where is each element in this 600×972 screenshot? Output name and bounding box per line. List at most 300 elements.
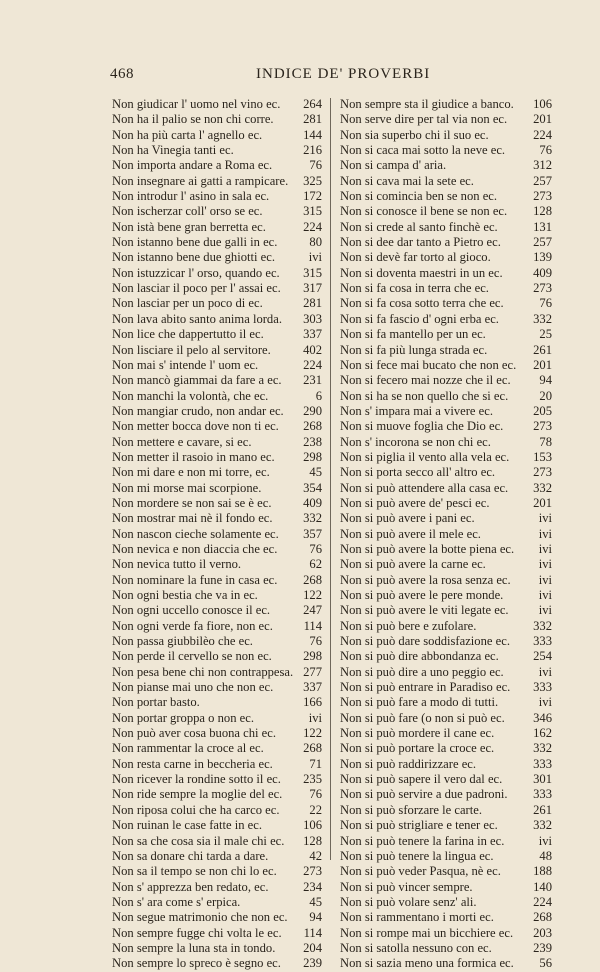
page-reference: 204 <box>303 940 322 955</box>
page-reference: 78 <box>539 434 552 449</box>
page-number: 468 <box>110 66 134 82</box>
index-entry <box>112 849 322 864</box>
proverb-text: Non si può portare la croce ec. <box>340 741 495 756</box>
index-entry <box>112 481 322 496</box>
proverb-text: Non s' impara mai a vivere ec. <box>340 403 493 418</box>
proverb-text: Non si può avere la rosa senza ec. <box>340 572 511 587</box>
index-entry <box>340 542 552 557</box>
proverb-text: Non pianse mai uno che non ec. <box>112 680 274 695</box>
proverb-text: Non si piglia il vento alla vela ec. <box>340 449 510 464</box>
proverb-text: Non si può avere i pani ec. <box>340 511 475 526</box>
proverb-text: Non si comincia ben se non ec. <box>340 189 498 204</box>
index-entry <box>112 818 322 833</box>
index-entry <box>340 435 552 450</box>
page-reference: ivi <box>538 833 552 848</box>
proverb-text: Non si può avere il mele ec. <box>340 526 481 541</box>
page-reference: ivi <box>538 511 552 526</box>
left-column <box>112 97 322 972</box>
proverb-text: Non introdur l' asino in sala ec. <box>112 189 270 204</box>
index-entry <box>112 649 322 664</box>
proverb-text: Non metter bocca dove non ti ec. <box>112 419 279 434</box>
page-reference: 268 <box>533 910 552 925</box>
proverb-text: Non mostrar mai nè il fondo ec. <box>112 511 273 526</box>
index-entry <box>340 250 552 265</box>
proverb-text: Non si campa d' aria. <box>340 158 447 173</box>
page-reference: 153 <box>533 449 552 464</box>
page-reference: 205 <box>533 403 552 418</box>
proverb-text: Non si devè far torto al gioco. <box>340 250 491 265</box>
index-entry <box>340 527 552 542</box>
index-entry <box>340 956 552 971</box>
proverb-text: Non ha il palio se non chi corre. <box>112 112 274 127</box>
page-reference: 354 <box>303 480 322 495</box>
page-reference: 298 <box>303 649 322 664</box>
index-entry <box>340 312 552 327</box>
index-entry <box>340 450 552 465</box>
index-entry <box>112 373 322 388</box>
index-entry <box>340 864 552 879</box>
proverb-text: Non ogni verde fa fiore, non ec. <box>112 618 273 633</box>
page-header <box>110 66 520 88</box>
proverb-text: Non metter il rasoio in mano ec. <box>112 449 275 464</box>
proverb-text: Non si può avere de' pesci ec. <box>340 495 490 510</box>
page-reference: 298 <box>303 449 322 464</box>
page-reference: 224 <box>303 219 322 234</box>
proverb-text: Non si può raddirizzare ec. <box>340 756 477 771</box>
index-entry <box>340 880 552 895</box>
index-entry <box>112 573 322 588</box>
index-entry <box>340 389 552 404</box>
index-entry <box>112 527 322 542</box>
proverb-text: Non riposa colui che ha carco ec. <box>112 802 280 817</box>
index-entry <box>340 511 552 526</box>
index-entry <box>340 143 552 158</box>
index-entry <box>112 312 322 327</box>
index-entry <box>340 97 552 112</box>
page-reference: ivi <box>308 710 322 725</box>
page-reference: 238 <box>303 434 322 449</box>
proverb-text: Non si può dare soddisfazione ec. <box>340 634 510 649</box>
proverb-text: Non si sazia meno una formica ec. <box>340 956 514 971</box>
index-entry <box>340 266 552 281</box>
index-entry <box>340 588 552 603</box>
index-entry <box>340 695 552 710</box>
index-entry <box>112 787 322 802</box>
index-entry <box>112 680 322 695</box>
proverb-text: Non si cava mai la sete ec. <box>340 173 474 188</box>
page-reference: 409 <box>533 265 552 280</box>
index-entry <box>340 711 552 726</box>
index-entry <box>112 220 322 235</box>
index-entry <box>340 404 552 419</box>
page-reference: 201 <box>533 357 552 372</box>
proverb-text: Non sempre fugge chi volta le ec. <box>112 925 282 940</box>
page-reference: 317 <box>303 281 322 296</box>
proverb-text: Non s' incorona se non chi ec. <box>340 434 491 449</box>
proverb-text: Non ha Vinegia tanti ec. <box>112 143 234 158</box>
page-reference: 332 <box>533 818 552 833</box>
index-entry <box>112 741 322 756</box>
proverb-text: Non istà bene gran berretta ec. <box>112 219 266 234</box>
index-entry <box>112 711 322 726</box>
page-reference: 76 <box>309 787 322 802</box>
page-reference: 281 <box>303 112 322 127</box>
page-reference: 231 <box>303 373 322 388</box>
proverb-text: Non si conosce il bene se non ec. <box>340 204 508 219</box>
page-reference: ivi <box>538 526 552 541</box>
index-entry <box>112 419 322 434</box>
proverb-text: Non mi morse mai scorpione. <box>112 480 262 495</box>
proverb-text: Non rammentar la croce al ec. <box>112 741 264 756</box>
index-entry <box>112 435 322 450</box>
proverb-text: Non si può vincer sempre. <box>340 879 473 894</box>
index-entry <box>112 772 322 787</box>
page-reference: 268 <box>303 419 322 434</box>
index-entry <box>340 573 552 588</box>
page-reference: 139 <box>533 250 552 265</box>
proverb-text: Non lasciar il poco per l' assai ec. <box>112 281 281 296</box>
index-entry <box>112 895 322 910</box>
page-reference: 357 <box>303 526 322 541</box>
index-entry <box>340 772 552 787</box>
proverb-text: Non s' ara come s' erpica. <box>112 894 241 909</box>
index-entry <box>340 726 552 741</box>
page-reference: 45 <box>309 894 322 909</box>
index-entry <box>112 803 322 818</box>
index-entry <box>112 266 322 281</box>
index-entry <box>340 649 552 664</box>
page-reference: ivi <box>538 695 552 710</box>
proverb-text: Non si può fare (o non si può ec. <box>340 710 505 725</box>
page-reference: 239 <box>303 956 322 971</box>
index-entry <box>112 128 322 143</box>
proverb-text: Non si può strigliare e tener ec. <box>340 818 498 833</box>
index-entry <box>112 941 322 956</box>
page-reference: 172 <box>303 189 322 204</box>
proverb-text: Non si satolla nessuno con ec. <box>340 940 492 955</box>
proverb-text: Non insegnare ai gatti a rampicare. <box>112 173 289 188</box>
page-reference: 264 <box>303 97 322 111</box>
page-reference: 144 <box>303 127 322 142</box>
index-entry <box>340 373 552 388</box>
proverb-text: Non ruinan le case fatte in ec. <box>112 818 263 833</box>
page-reference: 257 <box>533 235 552 250</box>
index-entry <box>340 343 552 358</box>
page-reference: ivi <box>538 541 552 556</box>
page-reference: 332 <box>533 311 552 326</box>
page-reference: 257 <box>533 173 552 188</box>
page-reference: 216 <box>303 143 322 158</box>
proverb-text: Non nevica e non diaccia che ec. <box>112 541 278 556</box>
index-entry <box>340 757 552 772</box>
proverb-text: Non si fecero mai nozze che il ec. <box>340 373 511 388</box>
index-entry <box>112 557 322 572</box>
index-entry <box>340 235 552 250</box>
proverb-text: Non si dee dar tanto a Pietro ec. <box>340 235 501 250</box>
page-reference: 224 <box>533 894 552 909</box>
page-reference: 20 <box>539 388 552 403</box>
page-reference: 273 <box>533 419 552 434</box>
page-reference: 254 <box>533 649 552 664</box>
proverb-text: Non ricever la rondine sotto il ec. <box>112 772 281 787</box>
index-entry <box>112 235 322 250</box>
page-reference: 106 <box>533 97 552 111</box>
proverb-text: Non ischerzar coll' orso se ec. <box>112 204 263 219</box>
proverb-text: Non resta carne in beccheria ec. <box>112 756 273 771</box>
proverb-text: Non sempre lo spreco è segno ec. <box>112 956 281 971</box>
proverb-text: Non si fa più lunga strada ec. <box>340 342 488 357</box>
page-reference: 114 <box>303 618 322 633</box>
page-reference: 332 <box>533 618 552 633</box>
proverb-text: Non mettere e cavare, si ec. <box>112 434 252 449</box>
proverb-text: Non si può mordere il cane ec. <box>340 726 495 741</box>
page-reference: 333 <box>533 756 552 771</box>
proverb-text: Non lice che dappertutto il ec. <box>112 327 264 342</box>
proverb-text: Non si doventa maestri in un ec. <box>340 265 503 280</box>
index-entry <box>112 281 322 296</box>
proverb-text: Non si fece mai bucato che non ec. <box>340 357 517 372</box>
page-reference: 325 <box>303 173 322 188</box>
index-entry <box>112 603 322 618</box>
proverb-text: Non si può tenere la farina in ec. <box>340 833 505 848</box>
page-reference: 76 <box>309 158 322 173</box>
proverb-text: Non si può sforzare le carte. <box>340 802 482 817</box>
index-entry <box>340 926 552 941</box>
index-entry <box>112 112 322 127</box>
page-reference: ivi <box>538 603 552 618</box>
page-reference: 268 <box>303 741 322 756</box>
index-entry <box>112 189 322 204</box>
proverb-text: Non nominare la fune in casa ec. <box>112 572 278 587</box>
page-reference: 94 <box>309 910 322 925</box>
page-reference: 201 <box>533 495 552 510</box>
page-reference: 76 <box>539 143 552 158</box>
page-reference: 94 <box>539 373 552 388</box>
index-entry <box>112 143 322 158</box>
index-entry <box>112 834 322 849</box>
proverb-text: Non mi dare e non mi torre, ec. <box>112 465 270 480</box>
page-reference: ivi <box>538 572 552 587</box>
proverb-text: Non si fa cosa in terra che ec. <box>340 281 489 296</box>
page-reference: 114 <box>303 925 322 940</box>
page-reference: 80 <box>309 235 322 250</box>
page-reference: 273 <box>533 281 552 296</box>
index-entry <box>112 542 322 557</box>
index-entry <box>112 665 322 680</box>
index-entry <box>340 741 552 756</box>
page-reference: 122 <box>303 588 322 602</box>
page-reference: 122 <box>303 726 322 741</box>
page-reference: 281 <box>303 296 322 311</box>
proverb-text: Non serve dire per tal via non ec. <box>340 112 508 127</box>
page-reference: 333 <box>533 787 552 802</box>
page-reference: 312 <box>533 158 552 173</box>
page-reference: 62 <box>309 557 322 572</box>
proverb-text: Non ogni uccello conosce il ec. <box>112 603 271 618</box>
proverb-text: Non si può dire a uno peggio ec. <box>340 664 504 679</box>
index-entry <box>112 158 322 173</box>
proverb-text: Non s' apprezza ben redato, ec. <box>112 879 269 894</box>
page-reference: 273 <box>303 864 322 879</box>
proverb-text: Non si può avere le viti legate ec. <box>340 603 509 618</box>
index-entry <box>112 695 322 710</box>
index-entry <box>112 880 322 895</box>
proverb-text: Non portar groppa o non ec. <box>112 710 254 725</box>
proverb-text: Non ha più carta l' agnello ec. <box>112 127 263 142</box>
index-entry <box>340 174 552 189</box>
index-entry <box>112 926 322 941</box>
proverb-text: Non si rammentano i morti ec. <box>340 910 494 925</box>
page-reference: 315 <box>303 265 322 280</box>
proverb-text: Non pesa bene chi non contrappesa. <box>112 664 294 679</box>
index-entry <box>112 634 322 649</box>
proverb-text: Non si crede al santo finchè ec. <box>340 219 498 234</box>
proverb-text: Non ogni bestia che va in ec. <box>112 588 258 602</box>
proverb-text: Non si fa mantello per un ec. <box>340 327 486 342</box>
page-reference: 188 <box>533 864 552 879</box>
index-entry <box>340 158 552 173</box>
proverb-text: Non si può dire abbondanza ec. <box>340 649 499 664</box>
proverb-text: Non si fa cosa sotto terra che ec. <box>340 296 504 311</box>
page-reference: 42 <box>309 848 322 863</box>
index-entry <box>340 189 552 204</box>
page-reference: 203 <box>533 925 552 940</box>
page-reference: ivi <box>308 250 322 265</box>
index-entry <box>340 803 552 818</box>
index-entry <box>340 603 552 618</box>
index-entry <box>340 619 552 634</box>
index-entry <box>112 389 322 404</box>
page-reference: 273 <box>533 189 552 204</box>
index-entry <box>112 450 322 465</box>
index-entry <box>340 204 552 219</box>
page-reference: 48 <box>539 848 552 863</box>
proverb-text: Non si può attendere alla casa ec. <box>340 480 509 495</box>
proverb-text: Non si può avere la botte piena ec. <box>340 541 515 556</box>
proverb-text: Non giudicar l' uomo nel vino ec. <box>112 97 281 111</box>
index-entry <box>112 404 322 419</box>
proverb-text: Non istanno bene due ghiotti ec. <box>112 250 275 265</box>
column-divider <box>330 98 331 860</box>
proverb-text: Non nascon cieche solamente ec. <box>112 526 279 541</box>
page-reference: 277 <box>303 664 322 679</box>
proverb-text: Non lisciare il pelo al servitore. <box>112 342 271 357</box>
proverb-text: Non passa giubbilèo che ec. <box>112 634 253 649</box>
proverb-text: Non mordere se non sai se è ec. <box>112 495 272 510</box>
page-reference: 402 <box>303 342 322 357</box>
index-entry <box>112 496 322 511</box>
index-entry <box>112 619 322 634</box>
proverb-text: Non si può tenere la lingua ec. <box>340 848 494 863</box>
index-entry <box>340 419 552 434</box>
page-reference: 25 <box>539 327 552 342</box>
proverb-text: Non sempre la luna sta in tondo. <box>112 940 276 955</box>
index-entry <box>112 956 322 971</box>
page-reference: 301 <box>533 772 552 787</box>
index-entry <box>340 481 552 496</box>
proverb-text: Non ride sempre la moglie del ec. <box>112 787 283 802</box>
page-reference: 140 <box>533 879 552 894</box>
index-entry <box>340 557 552 572</box>
index-entry <box>340 327 552 342</box>
page-reference: 409 <box>303 495 322 510</box>
proverb-text: Non manchi la volontà, che ec. <box>112 388 269 403</box>
proverb-text: Non importa andare a Roma ec. <box>112 158 273 173</box>
proverb-text: Non mangiar crudo, non andar ec. <box>112 403 284 418</box>
index-entry <box>112 465 322 480</box>
page-reference: 201 <box>533 112 552 127</box>
page-reference: 106 <box>303 818 322 833</box>
index-entry <box>340 220 552 235</box>
index-entry <box>340 665 552 680</box>
index-entry <box>340 910 552 925</box>
page-reference: 268 <box>303 572 322 587</box>
page-reference: 224 <box>533 127 552 142</box>
page-reference: ivi <box>538 664 552 679</box>
page-reference: 76 <box>309 541 322 556</box>
page-reference: 234 <box>303 879 322 894</box>
page-reference: 166 <box>303 695 322 710</box>
index-entry <box>112 296 322 311</box>
index-entry <box>340 465 552 480</box>
index-entry <box>340 128 552 143</box>
index-entry <box>340 358 552 373</box>
page-reference: 71 <box>309 756 322 771</box>
proverb-text: Non si può entrare in Paradiso ec. <box>340 680 511 695</box>
page-reference: 346 <box>533 710 552 725</box>
right-column <box>340 97 552 972</box>
index-entry <box>340 496 552 511</box>
proverb-text: Non può aver cosa buona chi ec. <box>112 726 277 741</box>
page-reference: 332 <box>533 741 552 756</box>
proverb-text: Non si può veder Pasqua, nè ec. <box>340 864 501 879</box>
page-reference: 247 <box>303 603 322 618</box>
page-reference: 56 <box>539 956 552 971</box>
page-reference: 22 <box>309 802 322 817</box>
page-reference: 224 <box>303 357 322 372</box>
page-reference: 76 <box>309 634 322 649</box>
index-entry <box>112 358 322 373</box>
page-reference: 235 <box>303 772 322 787</box>
proverb-text: Non istuzzicar l' orso, quando ec. <box>112 265 280 280</box>
proverb-text: Non si porta secco all' altro ec. <box>340 465 496 480</box>
page-reference: 333 <box>533 634 552 649</box>
page-reference: 337 <box>303 680 322 695</box>
index-entry <box>112 204 322 219</box>
proverb-text: Non lasciar per un poco di ec. <box>112 296 263 311</box>
proverb-text: Non lava abito santo anima lorda. <box>112 311 282 326</box>
page-reference: 128 <box>303 833 322 848</box>
index-entry <box>112 757 322 772</box>
page-reference: 239 <box>533 940 552 955</box>
proverb-text: Non si ha se non quello che si ec. <box>340 388 509 403</box>
proverb-text: Non sa donare chi tarda a dare. <box>112 848 269 863</box>
proverb-text: Non si fa fascio d' ogni erba ec. <box>340 311 499 326</box>
index-entry <box>340 787 552 802</box>
proverb-text: Non sa il tempo se non chi lo ec. <box>112 864 277 879</box>
proverb-text: Non nevica tutto il verno. <box>112 557 242 572</box>
page-reference: 6 <box>315 388 322 403</box>
page-reference: 273 <box>533 465 552 480</box>
proverb-text: Non si muove foglia che Dio ec. <box>340 419 504 434</box>
index-entry <box>112 864 322 879</box>
page-reference: 332 <box>533 480 552 495</box>
proverb-text: Non sia superbo chi il suo ec. <box>340 127 489 142</box>
proverb-text: Non si può servire a due padroni. <box>340 787 508 802</box>
proverb-text: Non si caca mai sotto la neve ec. <box>340 143 506 158</box>
proverb-text: Non istanno bene due galli in ec. <box>112 235 278 250</box>
page-reference: 290 <box>303 403 322 418</box>
